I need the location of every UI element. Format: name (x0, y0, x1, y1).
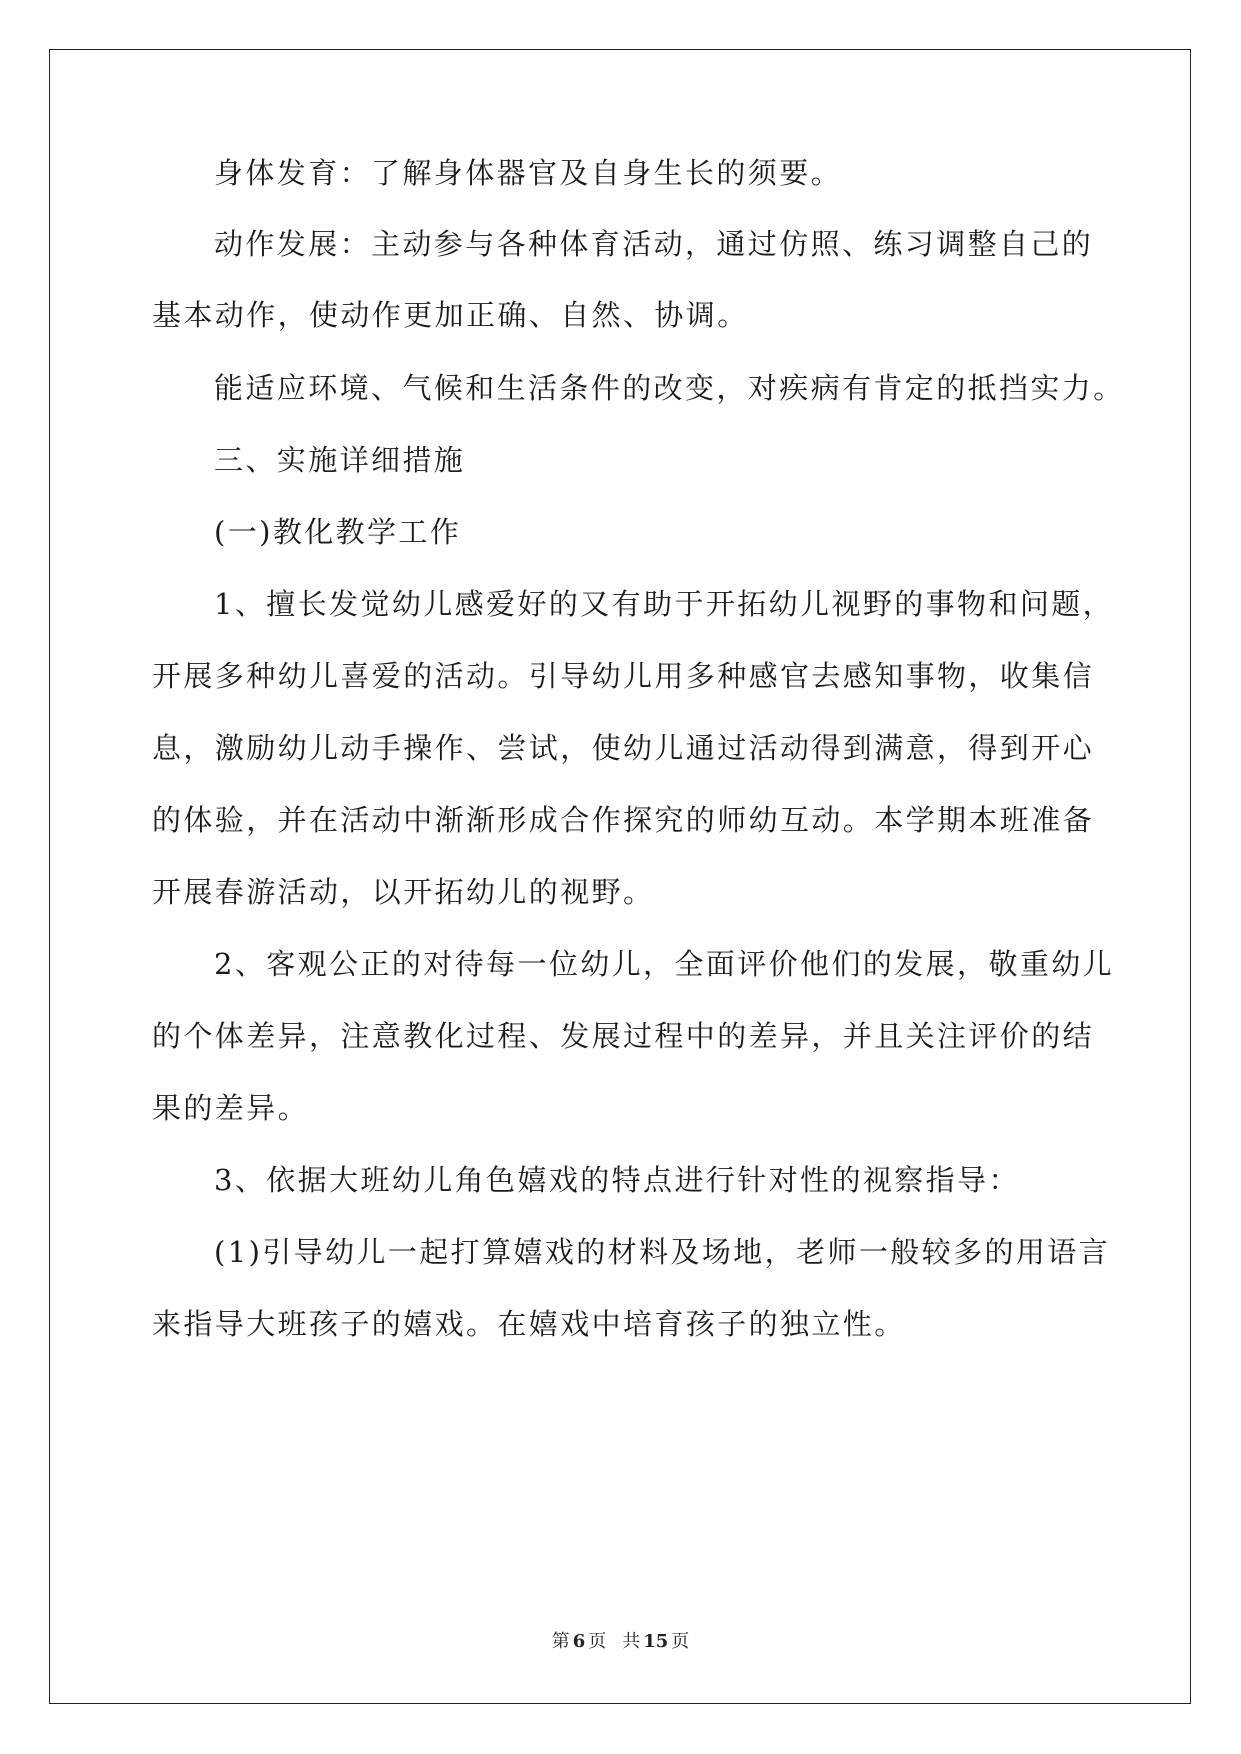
page-mid: 页 (588, 1631, 607, 1652)
paragraph-line: 果的差异。 (152, 1091, 310, 1125)
total-suffix: 页 (671, 1631, 690, 1652)
section-heading: 三、实施详细措施 (214, 443, 466, 477)
page-total: 15 (643, 1631, 669, 1652)
total-prefix: 共 (622, 1631, 641, 1652)
page-prefix: 第 (551, 1631, 570, 1652)
subsection-heading: (一)教化教学工作 (214, 515, 462, 549)
paragraph-line: 基本动作，使动作更加正确、自然、协调。 (152, 298, 749, 332)
paragraph-line: 2、客观公正的对待每一位幼儿，全面评价他们的发展，敬重幼儿 (214, 947, 1115, 981)
paragraph-line: 开展春游活动，以开拓幼儿的视野。 (152, 875, 655, 909)
paragraph-line: 息，激励幼儿动手操作、尝试，使幼儿通过活动得到满意，得到开心 (152, 731, 1095, 765)
paragraph-line: 1、擅长发觉幼儿感爱好的又有助于开拓幼儿视野的事物和问题， (214, 587, 1115, 621)
paragraph-line: 3、依据大班幼儿角色嬉戏的特点进行针对性的视察指导： (214, 1163, 1020, 1197)
paragraph-line: 的体验，并在活动中渐渐形成合作探究的师幼互动。本学期本班准备 (152, 803, 1095, 837)
paragraph-line: (1)引导幼儿一起打算嬉戏的材料及场地，老师一般较多的用语言 (214, 1235, 1111, 1269)
paragraph-line: 开展多种幼儿喜爱的活动。引导幼儿用多种感官去感知事物，收集信 (152, 659, 1095, 693)
page-current: 6 (572, 1631, 586, 1652)
paragraph-line: 的个体差异，注意教化过程、发展过程中的差异，并且关注评价的结 (152, 1019, 1095, 1053)
paragraph-line: 身体发育：了解身体器官及自身生长的须要。 (214, 156, 843, 190)
page-footer (0, 1630, 1241, 1654)
paragraph-line: 能适应环境、气候和生活条件的改变，对疾病有肯定的抵挡实力。 (214, 371, 1125, 405)
paragraph-line: 动作发展：主动参与各种体育活动，通过仿照、练习调整自己的 (214, 227, 1094, 261)
paragraph-line: 来指导大班孩子的嬉戏。在嬉戏中培育孩子的独立性。 (152, 1307, 906, 1341)
